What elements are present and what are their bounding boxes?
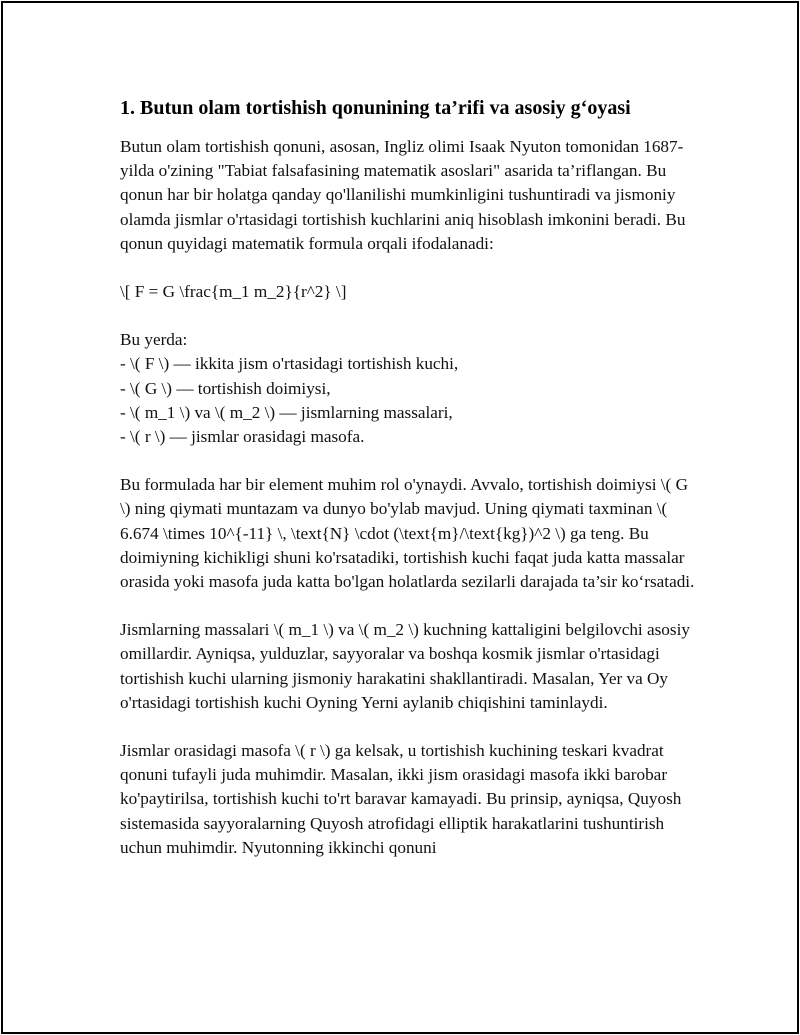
variable-legend (120, 328, 700, 449)
legend-item-g: - \( G \) — tortishish doimiysi, (120, 378, 331, 398)
legend-item-r: - \( r \) — jismlar orasidagi masofa. (120, 427, 365, 447)
document-page (1, 1, 799, 1034)
legend-item-masses: - \( m_1 \) va \( m_2 \) — jismlarning massalari, (120, 402, 453, 422)
formula-line: \[ F = G \frac{m_1 m_2}{r^2} \] (120, 282, 347, 302)
masses-paragraph: Jismlarning massalari \( m_1 \) va \( m_2 \) kuchning kattaligini belgilovchi asosiy omillardir. Ayniqsa, yulduzlar, sayyoralar va boshqa kosmik jismlar o'rtasidagi tortishish kuchi ularning jismoniy harakatini shakllantiradi. Masalan, Yer va Oy o'rtasidagi tortishish kuchi Oyning Yerni aylanib chiqishini taminlaydi. (120, 620, 690, 712)
constant-paragraph: Bu formulada har bir element muhim rol o'ynaydi. Avvalo, tortishish doimiysi \( G \) ning qiymati muntazam va dunyo bo'ylab mavjud. Uning qiymati taxminan \( 6.674 \times 10^{-11} \, \text{N} \cdot (\text{m}/\text{kg})^2 \) ga teng. Bu doimiyning kichikligi shuni ko'rsatadiki, tortishish kuchi faqat juda katta massalar orasida yoki masofa juda katta bo'lgan holatlarda sezilarli darajada ta’sir ko‘rsatadi. (120, 475, 695, 592)
legend-item-f: - \( F \) — ikkita jism o'rtasidagi tortishish kuchi, (120, 354, 459, 374)
section-heading: 1. Butun olam tortishish qonunining ta’rifi va asosiy g‘oyasi (120, 97, 631, 119)
distance-paragraph: Jismlar orasidagi masofa \( r \) ga kelsak, u tortishish kuchining teskari kvadrat qonuni tufayli juda muhimdir. Masalan, ikki jism orasidagi masofa ikki barobar ko'paytirilsa, tortishish kuchi to'rt baravar kamayadi. Bu prinsip, ayniqsa, Quyosh sistemasida sayyoralarning Quyosh atrofidagi elliptik harakatlarini tushuntirish uchun muhimdir. Nyutonning ikkinchi qonuni (120, 741, 682, 857)
intro-paragraph: Butun olam tortishish qonuni, asosan, Ingliz olimi Isaak Nyuton tomonidan 1687-yilda o'zining "Tabiat falsafasining matematik asoslari" asarida ta’riflangan. Bu qonun har bir holatga qanday qo'llanilishi mumkinligini tushuntiradi va jismoniy olamda jismlar o'rtasidagi tortishish kuchlarini aniq hisoblash imkonini beradi. Bu qonun quyidagi matematik formula orqali ifodalanadi: (120, 137, 686, 253)
document-content (120, 95, 700, 884)
legend-title: Bu yerda: (120, 330, 188, 350)
